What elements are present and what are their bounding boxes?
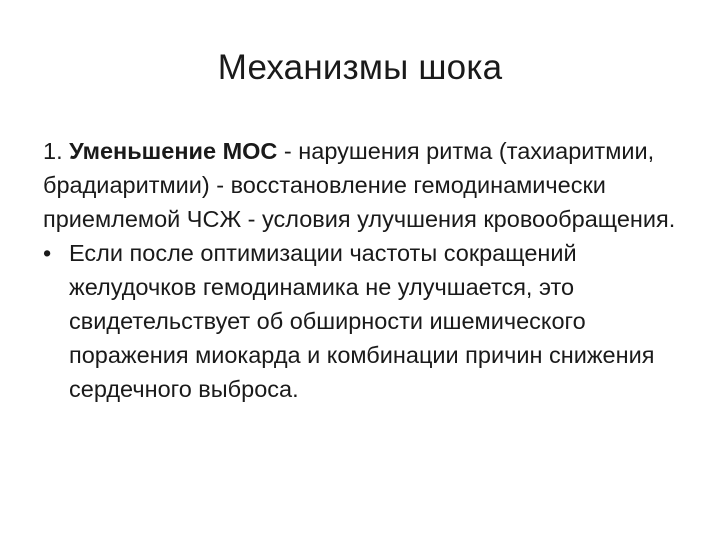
- slide-title: Механизмы шока: [217, 48, 503, 87]
- item-description: - нарушения ритма (тахиаритмии, брадиаритмии) - восстановление гемодинамически приемлемой ЧСЖ - условия улучшения кровообращения.: [43, 138, 676, 232]
- bullet-text: Если после оптимизации частоты сокращений желудочков гемодинамика не улучшается, это свидетельствует об обширности ишемического поражения миокарда и комбинации причин снижения сердечного выброса.: [69, 240, 655, 402]
- item-number: 1.: [43, 138, 63, 164]
- bullet-icon: •: [43, 240, 52, 266]
- item-bold-term: Уменьшение МОС: [69, 138, 278, 164]
- slide-body: [43, 134, 693, 406]
- bullet-item: [43, 236, 693, 406]
- numbered-item: [43, 134, 693, 236]
